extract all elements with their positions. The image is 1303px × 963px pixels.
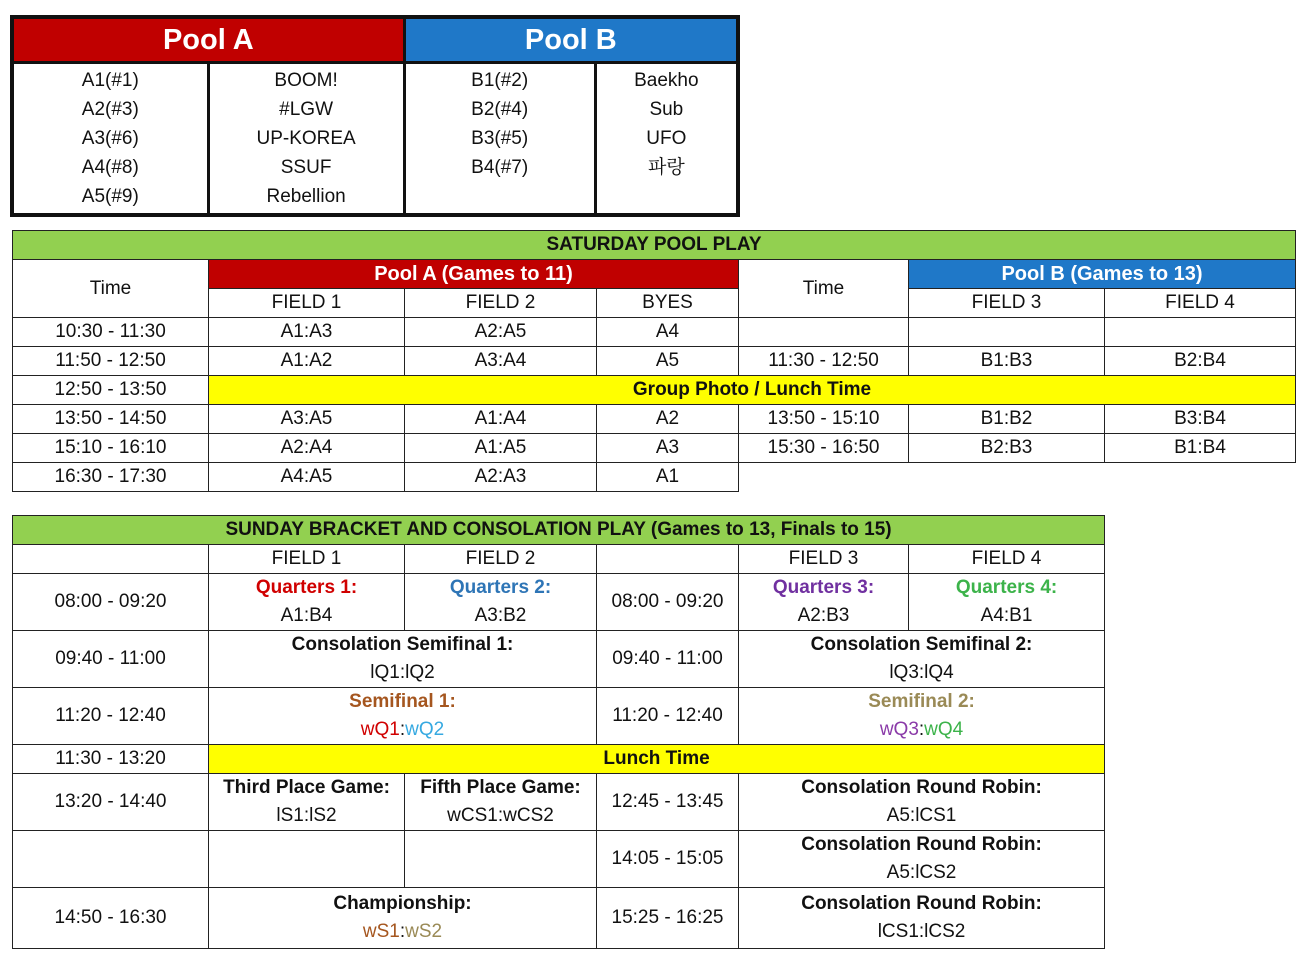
- game-cell: A1:A4: [405, 405, 597, 434]
- field-header: FIELD 2: [405, 545, 597, 574]
- quarters-4-game: A4:B1: [980, 605, 1033, 626]
- time-cell: 14:05 - 15:05: [597, 831, 739, 888]
- time-cell: 11:50 - 12:50: [13, 347, 209, 376]
- fifth-place-label: Fifth Place Game:: [420, 777, 581, 798]
- pool-b-seed: B4(#7): [471, 157, 529, 178]
- game-cell: [209, 631, 597, 688]
- time-cell: 11:20 - 12:40: [597, 688, 739, 745]
- game-cell: A2:A5: [405, 318, 597, 347]
- consolation-round-robin-game: A5:lCS2: [886, 862, 957, 883]
- field-header: FIELD 2: [405, 289, 597, 318]
- pool-a-team: SSUF: [280, 157, 332, 178]
- table-row: [13, 463, 1296, 492]
- table-row: [13, 434, 1296, 463]
- time-cell: 09:40 - 11:00: [597, 631, 739, 688]
- field-header: FIELD 4: [909, 545, 1105, 574]
- game-cell: [405, 774, 597, 831]
- quarters-4-label: Quarters 4:: [955, 577, 1058, 598]
- game-cell: [1105, 318, 1296, 347]
- time-cell: 10:30 - 11:30: [13, 318, 209, 347]
- time-cell: 08:00 - 09:20: [597, 574, 739, 631]
- pool-a-header: Pool A: [12, 17, 404, 63]
- consolation-round-robin-game: A5:lCS1: [886, 805, 957, 826]
- lunch-row: [13, 376, 1296, 405]
- table-row: [13, 405, 1296, 434]
- time-cell: 11:20 - 12:40: [13, 688, 209, 745]
- sunday-title: SUNDAY BRACKET AND CONSOLATION PLAY (Games to 13, Finals to 15): [13, 516, 1105, 545]
- game-cell: B1:B2: [909, 405, 1105, 434]
- pool-a-seed: A1(#1): [81, 70, 139, 91]
- third-place-label: Third Place Game:: [223, 777, 390, 798]
- saturday-schedule: [12, 230, 1296, 492]
- bye-cell: A2: [597, 405, 739, 434]
- table-row: [13, 574, 1105, 631]
- pool-b-team: Baekho: [634, 70, 699, 91]
- bye-cell: A5: [597, 347, 739, 376]
- bye-cell: A4: [597, 318, 739, 347]
- game-cell: [739, 574, 909, 631]
- pool-a-seed: A5(#9): [81, 186, 139, 207]
- pool-a-team: #LGW: [279, 99, 334, 120]
- game-cell: Semifinal 1: wQ1:wQ2: [209, 688, 597, 745]
- pool-a-teams: [208, 63, 404, 216]
- consolation-semifinal-2-game: lQ3:lQ4: [889, 662, 954, 683]
- game-cell: [209, 574, 405, 631]
- game-cell: A1:A5: [405, 434, 597, 463]
- game-cell: [209, 774, 405, 831]
- game-cell: [405, 574, 597, 631]
- semifinal-1-team-a: wQ1: [360, 719, 400, 740]
- game-cell: A4:A5: [209, 463, 405, 492]
- table-row: [13, 631, 1105, 688]
- sunday-schedule: [12, 515, 1105, 949]
- time-cell: 12:50 - 13:50: [13, 376, 209, 405]
- game-cell: [909, 574, 1105, 631]
- time-cell: 15:30 - 16:50: [739, 434, 909, 463]
- quarters-2-game: A3:B2: [474, 605, 527, 626]
- game-cell: A2:A4: [209, 434, 405, 463]
- game-cell: Championship: wS1:wS2: [209, 888, 597, 949]
- game-cell: [739, 888, 1105, 949]
- lunch-row: [13, 745, 1105, 774]
- time-cell: 13:50 - 15:10: [739, 405, 909, 434]
- game-cell: Semifinal 2: wQ3:wQ4: [739, 688, 1105, 745]
- pool-a-team: UP-KOREA: [256, 128, 356, 149]
- game-cell: B1:B3: [909, 347, 1105, 376]
- semifinal-2-team-b: wQ4: [924, 719, 964, 740]
- consolation-round-robin-label: Consolation Round Robin:: [801, 893, 1042, 914]
- consolation-round-robin-label: Consolation Round Robin:: [801, 834, 1042, 855]
- time-cell: 15:10 - 16:10: [13, 434, 209, 463]
- game-cell: A1:A2: [209, 347, 405, 376]
- pool-b-header: Pool B: [404, 17, 738, 63]
- semifinal-1-label: Semifinal 1:: [349, 691, 456, 712]
- game-cell: B1:B4: [1105, 434, 1296, 463]
- time-cell: 14:50 - 16:30: [13, 888, 209, 949]
- pool-b-seed: B1(#2): [471, 70, 529, 91]
- pool-b-seed: B3(#5): [471, 128, 529, 149]
- bye-cell: A3: [597, 434, 739, 463]
- time-cell: 15:25 - 16:25: [597, 888, 739, 949]
- lunch-banner: Lunch Time: [209, 745, 1105, 774]
- pool-b-seed: B2(#4): [471, 99, 529, 120]
- pool-a-seed: A3(#6): [81, 128, 139, 149]
- pool-a-seed: A4(#8): [81, 157, 139, 178]
- time-cell: 13:20 - 14:40: [13, 774, 209, 831]
- time-cell: 11:30 - 12:50: [739, 347, 909, 376]
- consolation-semifinal-2-label: Consolation Semifinal 2:: [810, 634, 1033, 655]
- consolation-round-robin-game: lCS1:lCS2: [877, 921, 966, 942]
- pool-b-teams: [595, 63, 738, 216]
- quarters-1-label: Quarters 1:: [255, 577, 358, 598]
- field-header: FIELD 3: [909, 289, 1105, 318]
- quarters-2-label: Quarters 2:: [449, 577, 552, 598]
- field-header: BYES: [597, 289, 739, 318]
- pool-b-games-header: Pool B (Games to 13): [909, 260, 1296, 289]
- game-cell: B2:B3: [909, 434, 1105, 463]
- pool-b-seeds: [404, 63, 595, 216]
- game-cell: [739, 831, 1105, 888]
- pool-a-team: BOOM!: [274, 70, 338, 91]
- semifinal-2-label: Semifinal 2:: [868, 691, 975, 712]
- time-cell: 09:40 - 11:00: [13, 631, 209, 688]
- consolation-round-robin-label: Consolation Round Robin:: [801, 777, 1042, 798]
- table-row: [13, 774, 1105, 831]
- game-cell: A3:A5: [209, 405, 405, 434]
- pool-a-seeds: [12, 63, 208, 216]
- lunch-banner: Group Photo / Lunch Time: [209, 376, 1296, 405]
- field-header: FIELD 3: [739, 545, 909, 574]
- time-cell: 13:50 - 14:50: [13, 405, 209, 434]
- quarters-1-game: A1:B4: [280, 605, 333, 626]
- game-cell: [739, 774, 1105, 831]
- table-row: [13, 831, 1105, 888]
- semifinal-2-team-a: wQ3: [879, 719, 919, 740]
- game-cell: A3:A4: [405, 347, 597, 376]
- time-cell: 16:30 - 17:30: [13, 463, 209, 492]
- time-cell: 12:45 - 13:45: [597, 774, 739, 831]
- pool-a-games-header: Pool A (Games to 11): [209, 260, 739, 289]
- table-row: [13, 347, 1296, 376]
- third-place-game: lS1:lS2: [276, 805, 337, 826]
- table-row: [13, 888, 1105, 949]
- pool-a-team: Rebellion: [266, 186, 346, 207]
- table-row: [13, 318, 1296, 347]
- pool-a-seed: A2(#3): [81, 99, 139, 120]
- saturday-time-header: Time: [13, 260, 209, 318]
- saturday-title: SATURDAY POOL PLAY: [13, 231, 1296, 260]
- pool-b-team: UFO: [646, 128, 687, 149]
- quarters-3-label: Quarters 3:: [772, 577, 875, 598]
- game-cell: [739, 631, 1105, 688]
- table-row: [13, 688, 1105, 745]
- bye-cell: A1: [597, 463, 739, 492]
- championship-label: Championship:: [333, 893, 472, 914]
- game-cell: [909, 318, 1105, 347]
- consolation-semifinal-1-game: lQ1:lQ2: [370, 662, 435, 683]
- field-header: FIELD 1: [209, 289, 405, 318]
- championship-team-b: wS2: [405, 921, 443, 942]
- time-cell: 11:30 - 13:20: [13, 745, 209, 774]
- pool-b-team: Sub: [649, 99, 684, 120]
- semifinal-1-team-b: wQ2: [405, 719, 445, 740]
- game-cell: A2:A3: [405, 463, 597, 492]
- time-cell: [739, 318, 909, 347]
- fifth-place-game: wCS1:wCS2: [447, 805, 554, 826]
- pools-table: [10, 15, 740, 217]
- championship-team-a: wS1: [362, 921, 400, 942]
- field-header: FIELD 1: [209, 545, 405, 574]
- quarters-3-game: A2:B3: [797, 605, 850, 626]
- game-cell: B3:B4: [1105, 405, 1296, 434]
- game-cell: B2:B4: [1105, 347, 1296, 376]
- consolation-semifinal-1-label: Consolation Semifinal 1:: [291, 634, 514, 655]
- field-header: FIELD 4: [1105, 289, 1296, 318]
- pool-b-team: 파랑: [647, 157, 685, 178]
- saturday-time-header-b: Time: [739, 260, 909, 318]
- time-cell: 08:00 - 09:20: [13, 574, 209, 631]
- game-cell: A1:A3: [209, 318, 405, 347]
